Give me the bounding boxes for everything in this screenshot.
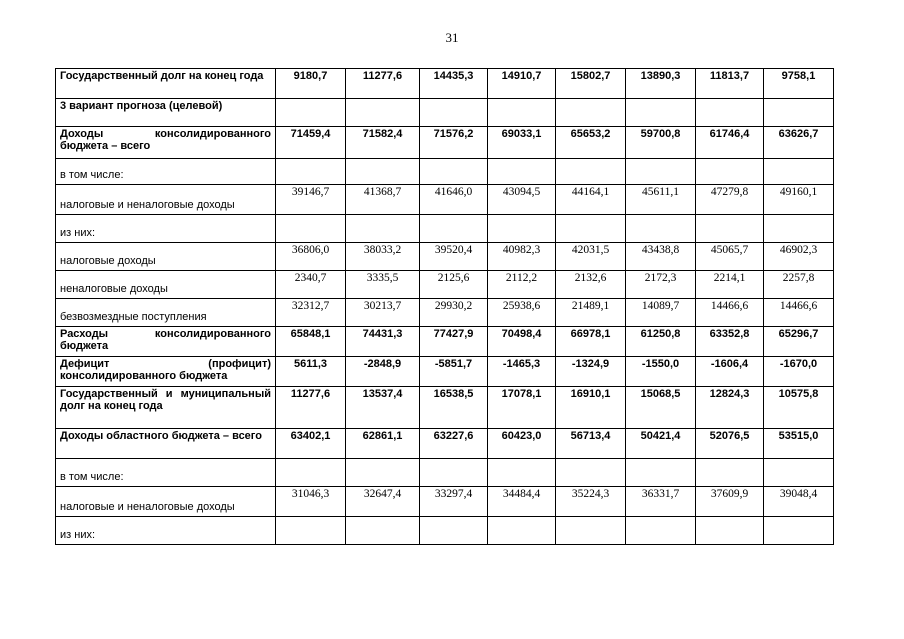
value-cell: 25938,6 xyxy=(488,299,556,327)
value-cell xyxy=(696,99,764,127)
value-cell xyxy=(420,517,488,545)
value-cell: 77427,9 xyxy=(420,327,488,357)
row-label: Государственный и муниципальный долг на конец года xyxy=(56,387,276,429)
value-cell xyxy=(420,459,488,487)
value-cell: 14466,6 xyxy=(764,299,834,327)
value-cell: -5851,7 xyxy=(420,357,488,387)
value-cell: 36331,7 xyxy=(626,487,696,517)
value-cell: 30213,7 xyxy=(346,299,420,327)
value-cell xyxy=(626,517,696,545)
value-cell: 2125,6 xyxy=(420,271,488,299)
value-cell xyxy=(346,159,420,185)
value-cell: 63352,8 xyxy=(696,327,764,357)
value-cell: -1606,4 xyxy=(696,357,764,387)
row-label: в том числе: xyxy=(56,459,276,487)
value-cell xyxy=(346,99,420,127)
row-label: налоговые доходы xyxy=(56,243,276,271)
value-cell: 71582,4 xyxy=(346,127,420,159)
value-cell: 46902,3 xyxy=(764,243,834,271)
value-cell: 21489,1 xyxy=(556,299,626,327)
row-label: в том числе: xyxy=(56,159,276,185)
value-cell: 14435,3 xyxy=(420,69,488,99)
value-cell: 62861,1 xyxy=(346,429,420,459)
value-cell: 11813,7 xyxy=(696,69,764,99)
value-cell: 2257,8 xyxy=(764,271,834,299)
value-cell: 69033,1 xyxy=(488,127,556,159)
value-cell xyxy=(556,459,626,487)
value-cell xyxy=(764,459,834,487)
value-cell xyxy=(276,99,346,127)
value-cell xyxy=(488,517,556,545)
value-cell: 60423,0 xyxy=(488,429,556,459)
value-cell: 47279,8 xyxy=(696,185,764,215)
value-cell: 63227,6 xyxy=(420,429,488,459)
value-cell: 52076,5 xyxy=(696,429,764,459)
value-cell xyxy=(696,159,764,185)
value-cell: -1465,3 xyxy=(488,357,556,387)
value-cell: 13890,3 xyxy=(626,69,696,99)
table-row xyxy=(56,215,834,243)
value-cell: 16538,5 xyxy=(420,387,488,429)
value-cell: 38033,2 xyxy=(346,243,420,271)
value-cell: 66978,1 xyxy=(556,327,626,357)
table-row xyxy=(56,327,834,357)
value-cell xyxy=(626,159,696,185)
table-row xyxy=(56,487,834,517)
table-row xyxy=(56,299,834,327)
value-cell xyxy=(276,517,346,545)
value-cell xyxy=(696,215,764,243)
value-cell: 56713,4 xyxy=(556,429,626,459)
value-cell: 15068,5 xyxy=(626,387,696,429)
value-cell: 43094,5 xyxy=(488,185,556,215)
value-cell: 16910,1 xyxy=(556,387,626,429)
value-cell: 15802,7 xyxy=(556,69,626,99)
value-cell: 3335,5 xyxy=(346,271,420,299)
value-cell: 9758,1 xyxy=(764,69,834,99)
value-cell: 40982,3 xyxy=(488,243,556,271)
value-cell: 65653,2 xyxy=(556,127,626,159)
value-cell xyxy=(488,459,556,487)
row-label: из них: xyxy=(56,517,276,545)
value-cell xyxy=(764,159,834,185)
value-cell: 14466,6 xyxy=(696,299,764,327)
table-row xyxy=(56,243,834,271)
value-cell: 43438,8 xyxy=(626,243,696,271)
value-cell: 5611,3 xyxy=(276,357,346,387)
value-cell: 42031,5 xyxy=(556,243,626,271)
value-cell: 71576,2 xyxy=(420,127,488,159)
value-cell: 53515,0 xyxy=(764,429,834,459)
table-row xyxy=(56,69,834,99)
row-label: безвозмездные поступления xyxy=(56,299,276,327)
row-label: 3 вариант прогноза (целевой) xyxy=(56,99,276,127)
value-cell: -2848,9 xyxy=(346,357,420,387)
value-cell: -1550,0 xyxy=(626,357,696,387)
value-cell: 29930,2 xyxy=(420,299,488,327)
value-cell xyxy=(556,215,626,243)
value-cell: 74431,3 xyxy=(346,327,420,357)
value-cell xyxy=(764,517,834,545)
row-label: Дефицит (профицит) консолидированного бюджета xyxy=(56,357,276,387)
value-cell: 45611,1 xyxy=(626,185,696,215)
value-cell: 32647,4 xyxy=(346,487,420,517)
value-cell: 35224,3 xyxy=(556,487,626,517)
value-cell: 14910,7 xyxy=(488,69,556,99)
table-body xyxy=(56,69,834,545)
page-number: 31 xyxy=(445,30,459,45)
value-cell xyxy=(764,99,834,127)
value-cell: 49160,1 xyxy=(764,185,834,215)
value-cell xyxy=(556,99,626,127)
value-cell xyxy=(420,99,488,127)
value-cell xyxy=(626,459,696,487)
value-cell xyxy=(488,159,556,185)
value-cell xyxy=(696,517,764,545)
table-row xyxy=(56,357,834,387)
value-cell xyxy=(346,459,420,487)
table-row xyxy=(56,387,834,429)
value-cell: 71459,4 xyxy=(276,127,346,159)
value-cell: 63402,1 xyxy=(276,429,346,459)
value-cell: 34484,4 xyxy=(488,487,556,517)
value-cell: 33297,4 xyxy=(420,487,488,517)
value-cell xyxy=(276,459,346,487)
value-cell: 17078,1 xyxy=(488,387,556,429)
value-cell: 10575,8 xyxy=(764,387,834,429)
table-row xyxy=(56,271,834,299)
value-cell: 41646,0 xyxy=(420,185,488,215)
table-row xyxy=(56,127,834,159)
value-cell: 2132,6 xyxy=(556,271,626,299)
value-cell: 39520,4 xyxy=(420,243,488,271)
value-cell xyxy=(556,517,626,545)
row-label: Доходы консолидированного бюджета – всего xyxy=(56,127,276,159)
value-cell: 59700,8 xyxy=(626,127,696,159)
value-cell xyxy=(276,159,346,185)
value-cell: 70498,4 xyxy=(488,327,556,357)
value-cell: 44164,1 xyxy=(556,185,626,215)
budget-forecast-table xyxy=(55,68,834,545)
value-cell xyxy=(420,159,488,185)
table-row xyxy=(56,459,834,487)
value-cell: 32312,7 xyxy=(276,299,346,327)
value-cell: 39048,4 xyxy=(764,487,834,517)
value-cell: 9180,7 xyxy=(276,69,346,99)
value-cell: -1324,9 xyxy=(556,357,626,387)
value-cell: 31046,3 xyxy=(276,487,346,517)
value-cell: -1670,0 xyxy=(764,357,834,387)
row-label: из них: xyxy=(56,215,276,243)
value-cell xyxy=(420,215,488,243)
table-row xyxy=(56,159,834,185)
value-cell: 36806,0 xyxy=(276,243,346,271)
table-row xyxy=(56,429,834,459)
value-cell xyxy=(626,99,696,127)
value-cell xyxy=(696,459,764,487)
value-cell: 65848,1 xyxy=(276,327,346,357)
value-cell: 61250,8 xyxy=(626,327,696,357)
row-label: Доходы областного бюджета – всего xyxy=(56,429,276,459)
table-row xyxy=(56,517,834,545)
value-cell: 11277,6 xyxy=(346,69,420,99)
value-cell xyxy=(626,215,696,243)
value-cell: 2214,1 xyxy=(696,271,764,299)
value-cell: 11277,6 xyxy=(276,387,346,429)
value-cell: 63626,7 xyxy=(764,127,834,159)
row-label: налоговые и неналоговые доходы xyxy=(56,487,276,517)
value-cell xyxy=(764,215,834,243)
value-cell: 50421,4 xyxy=(626,429,696,459)
value-cell: 13537,4 xyxy=(346,387,420,429)
value-cell: 2340,7 xyxy=(276,271,346,299)
value-cell: 2112,2 xyxy=(488,271,556,299)
table-row xyxy=(56,185,834,215)
value-cell xyxy=(276,215,346,243)
value-cell: 39146,7 xyxy=(276,185,346,215)
value-cell xyxy=(556,159,626,185)
row-label: неналоговые доходы xyxy=(56,271,276,299)
value-cell: 37609,9 xyxy=(696,487,764,517)
table-row xyxy=(56,99,834,127)
value-cell: 65296,7 xyxy=(764,327,834,357)
row-label: Государственный долг на конец года xyxy=(56,69,276,99)
value-cell: 45065,7 xyxy=(696,243,764,271)
value-cell xyxy=(488,215,556,243)
value-cell: 61746,4 xyxy=(696,127,764,159)
value-cell: 12824,3 xyxy=(696,387,764,429)
row-label: налоговые и неналоговые доходы xyxy=(56,185,276,215)
value-cell xyxy=(488,99,556,127)
value-cell: 14089,7 xyxy=(626,299,696,327)
value-cell xyxy=(346,215,420,243)
row-label: Расходы консолидированного бюджета xyxy=(56,327,276,357)
value-cell xyxy=(346,517,420,545)
value-cell: 2172,3 xyxy=(626,271,696,299)
value-cell: 41368,7 xyxy=(346,185,420,215)
